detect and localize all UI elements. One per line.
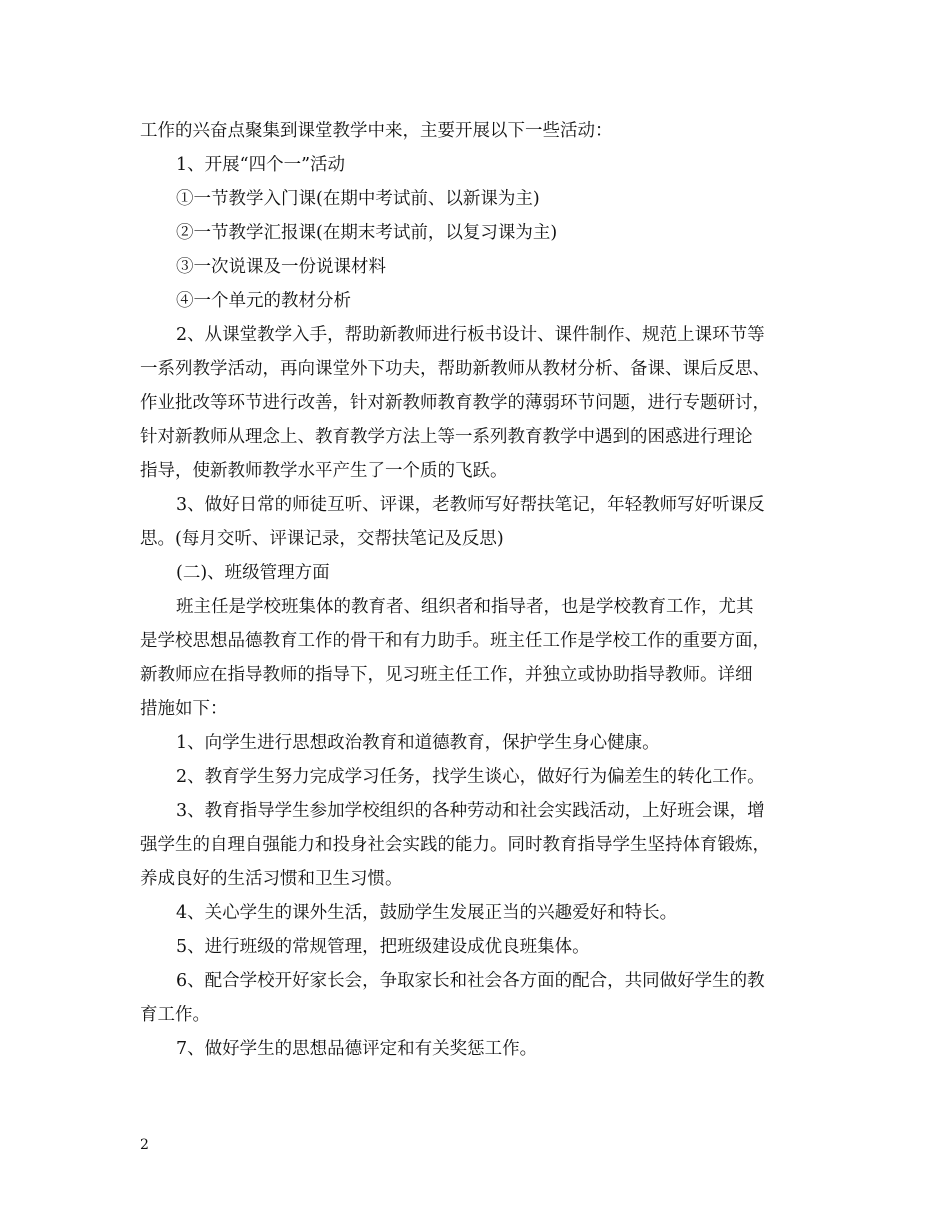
- text-line: 思。(每月交听、评课记录，交帮扶笔记及反思): [140, 529, 504, 549]
- text-line: 工作的兴奋点聚集到课堂教学中来，主要开展以下一些活动：: [140, 121, 613, 141]
- text-line: 指导，使新教师教学水平产生了一个质的飞跃。: [140, 461, 508, 481]
- text-line: 班主任是学校班集体的教育者、组织者和指导者，也是学校教育工作，尤其: [176, 597, 754, 617]
- text-line: 针对新教师从理念上、教育教学方法上等一系列教育教学中遇到的困惑进行理论: [140, 427, 753, 447]
- text-line: 是学校思想品德教育工作的骨干和有力助手。班主任工作是学校工作的重要方面，: [140, 631, 770, 651]
- text-line: 2、教育学生努力完成学习任务，找学生谈心，做好行为偏差生的转化工作。: [176, 767, 765, 787]
- text-line: ③一次说课及一份说课材料: [176, 257, 386, 277]
- text-line: 2、从课堂教学入手，帮助新教师进行板书设计、课件制作、规范上课环节等: [176, 325, 765, 345]
- text-line: 强学生的自理自强能力和投身社会实践的能力。同时教育指导学生坚持体育锻炼，: [140, 835, 770, 855]
- text-line: 3、教育指导学生参加学校组织的各种劳动和社会实践活动，上好班会课，增: [176, 801, 765, 821]
- text-line: 新教师应在指导教师的指导下，见习班主任工作，并独立或协助指导教师。详细: [140, 665, 753, 685]
- text-line: 作业批改等环节进行改善，针对新教师教育教学的薄弱环节问题，进行专题研讨，: [140, 393, 770, 413]
- text-line: 3、做好日常的师徒互听、评课，老教师写好帮扶笔记，年轻教师写好听课反: [176, 495, 765, 515]
- text-line: 育工作。: [140, 1005, 210, 1025]
- text-line: 1、向学生进行思想政治教育和道德教育，保护学生身心健康。: [176, 733, 660, 753]
- text-line: ②一节教学汇报课(在期末考试前，以复习课为主): [176, 223, 558, 243]
- text-line: ①一节教学入门课(在期中考试前、以新课为主): [176, 189, 540, 209]
- text-line: ④一个单元的教材分析: [176, 291, 351, 311]
- text-line: 4、关心学生的课外生活，鼓励学生发展正当的兴趣爱好和特长。: [176, 903, 678, 923]
- section-heading: (二)、班级管理方面: [176, 563, 330, 583]
- text-line: 7、做好学生的思想品德评定和有关奖惩工作。: [176, 1039, 538, 1059]
- text-line: 养成良好的生活习惯和卫生习惯。: [140, 869, 403, 889]
- text-line: 措施如下：: [140, 699, 228, 719]
- text-line: 6、配合学校开好家长会，争取家长和社会各方面的配合，共同做好学生的教: [176, 971, 765, 991]
- text-line: 一系列教学活动，再向课堂外下功夫，帮助新教师从教材分析、备课、课后反思、: [140, 359, 770, 379]
- text-line: 1、开展“四个一”活动: [176, 155, 346, 175]
- text-line: 5、进行班级的常规管理，把班级建设成优良班集体。: [176, 937, 590, 957]
- page-number: 2: [140, 1137, 149, 1153]
